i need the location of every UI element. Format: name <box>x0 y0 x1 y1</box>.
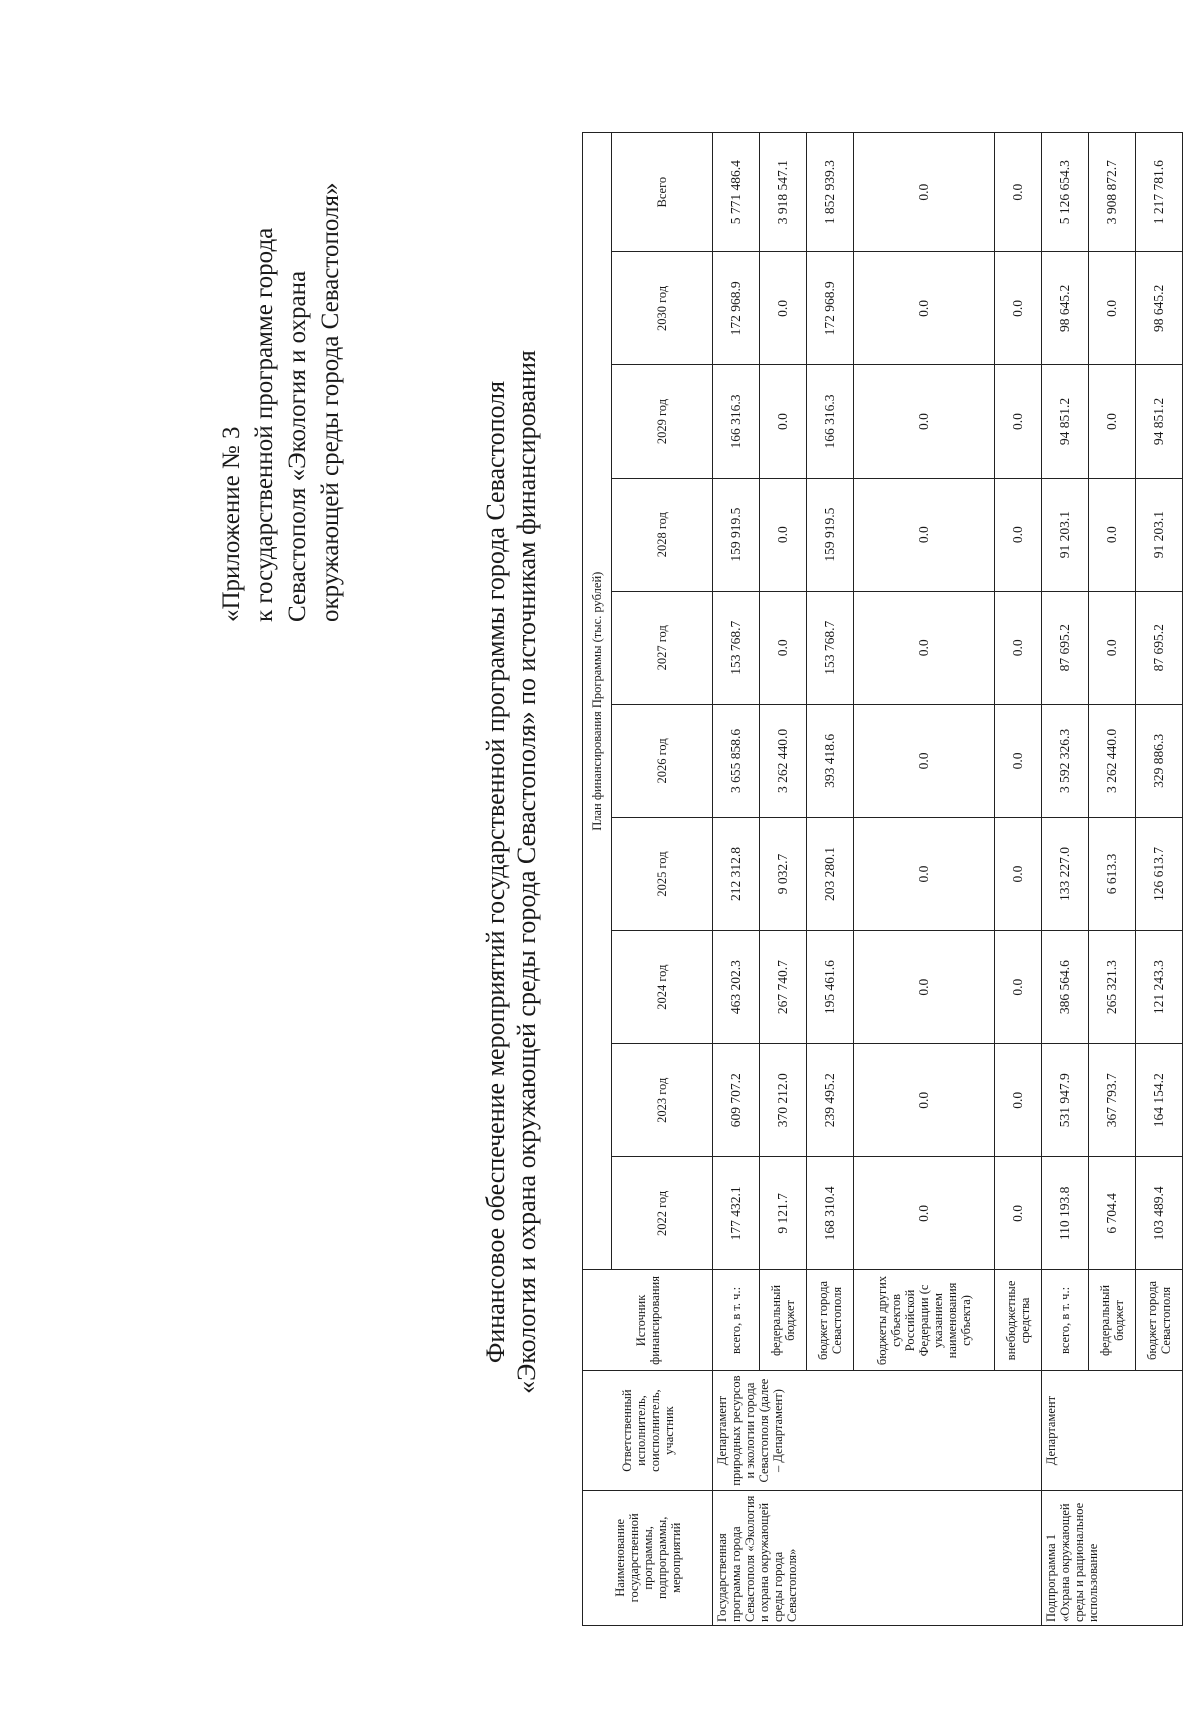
total-cell: 0.0 <box>854 133 995 252</box>
table-row <box>713 133 760 1626</box>
header-name: Наименование государственной программы, подпрограммы, мероприятий <box>583 1490 713 1625</box>
value-cell: 0.0 <box>995 591 1042 704</box>
header-source: Источник финансирования <box>583 1270 713 1371</box>
total-cell: 3 918 547.1 <box>760 133 807 252</box>
subprogram-name: Подпрограмма 1 «Охрана окружающей среды и рациональное использование <box>1042 1490 1183 1625</box>
value-cell: 172 968.9 <box>807 252 854 365</box>
value-cell: 9 032.7 <box>760 817 807 930</box>
value-cell: 0.0 <box>854 1044 995 1157</box>
appendix-note <box>215 183 347 622</box>
value-cell: 0.0 <box>995 931 1042 1044</box>
value-cell: 0.0 <box>995 1157 1042 1270</box>
value-cell: 164 154.2 <box>1136 1044 1183 1157</box>
value-cell: 3 592 326.3 <box>1042 704 1089 817</box>
value-cell: 0.0 <box>760 478 807 591</box>
source-cell: федеральный бюджет <box>760 1270 807 1371</box>
value-cell: 159 919.5 <box>807 478 854 591</box>
total-cell: 1 217 781.6 <box>1136 133 1183 252</box>
value-cell: 98 645.2 <box>1042 252 1089 365</box>
value-cell: 267 740.7 <box>760 931 807 1044</box>
total-cell: 0.0 <box>995 133 1042 252</box>
value-cell: 0.0 <box>854 252 995 365</box>
executor-cell: Департамент природных ресурсов и экологии города Севастополя (далее – Департамент) <box>713 1371 1042 1490</box>
value-cell: 172 968.9 <box>713 252 760 365</box>
value-cell: 0.0 <box>995 1044 1042 1157</box>
value-cell: 195 461.6 <box>807 931 854 1044</box>
value-cell: 9 121.7 <box>760 1157 807 1270</box>
value-cell: 0.0 <box>1089 591 1136 704</box>
value-cell: 0.0 <box>854 478 995 591</box>
value-cell: 168 310.4 <box>807 1157 854 1270</box>
value-cell: 3 262 440.0 <box>760 704 807 817</box>
value-cell: 177 432.1 <box>713 1157 760 1270</box>
value-cell: 87 695.2 <box>1042 591 1089 704</box>
header-year: 2025 год <box>612 817 713 930</box>
value-cell: 0.0 <box>1089 252 1136 365</box>
header-year: 2028 год <box>612 478 713 591</box>
total-cell: 1 852 939.3 <box>807 133 854 252</box>
value-cell: 159 919.5 <box>713 478 760 591</box>
value-cell: 153 768.7 <box>807 591 854 704</box>
total-cell: 3 908 872.7 <box>1089 133 1136 252</box>
value-cell: 153 768.7 <box>713 591 760 704</box>
executor-cell: Департамент <box>1042 1371 1183 1490</box>
value-cell: 0.0 <box>854 704 995 817</box>
header-year: 2027 год <box>612 591 713 704</box>
total-cell: 5 126 654.3 <box>1042 133 1089 252</box>
header-year: 2024 год <box>612 931 713 1044</box>
header-year: 2022 год <box>612 1157 713 1270</box>
header-row <box>583 133 612 1626</box>
source-cell: всего, в т. ч.: <box>1042 1270 1089 1371</box>
value-cell: 370 212.0 <box>760 1044 807 1157</box>
program-name: Государственная программа города Севастополя «Экология и охрана окружающей среды города Севастополя» <box>713 1490 1042 1625</box>
appendix-line: «Приложение № 3 <box>218 426 245 622</box>
value-cell: 0.0 <box>1089 365 1136 478</box>
value-cell: 203 280.1 <box>807 817 854 930</box>
value-cell: 239 495.2 <box>807 1044 854 1157</box>
value-cell: 0.0 <box>854 817 995 930</box>
value-cell: 0.0 <box>1089 478 1136 591</box>
table-row <box>1042 133 1089 1626</box>
header-year: 2023 год <box>612 1044 713 1157</box>
value-cell: 94 851.2 <box>1136 365 1183 478</box>
value-cell: 0.0 <box>995 817 1042 930</box>
header-executor: Ответственный исполнитель, соисполнитель, участник <box>583 1371 713 1490</box>
value-cell: 0.0 <box>854 591 995 704</box>
source-cell: всего, в т. ч.: <box>713 1270 760 1371</box>
source-cell: бюджеты других субъектов Российской Федерации (с указанием наименования субъекта) <box>854 1270 995 1371</box>
value-cell: 110 193.8 <box>1042 1157 1089 1270</box>
value-cell: 329 886.3 <box>1136 704 1183 817</box>
value-cell: 212 312.8 <box>713 817 760 930</box>
value-cell: 531 947.9 <box>1042 1044 1089 1157</box>
value-cell: 0.0 <box>854 931 995 1044</box>
header-plan: План финансирования Программы (тыс. рублей) <box>583 133 612 1270</box>
value-cell: 0.0 <box>995 365 1042 478</box>
value-cell: 6 613.3 <box>1089 817 1136 930</box>
value-cell: 91 203.1 <box>1042 478 1089 591</box>
value-cell: 3 655 858.6 <box>713 704 760 817</box>
value-cell: 0.0 <box>760 591 807 704</box>
title-line: Финансовое обеспечение мероприятий государственной программы города Севастополя <box>481 380 510 1364</box>
header-year: 2029 год <box>612 365 713 478</box>
value-cell: 0.0 <box>854 365 995 478</box>
value-cell: 0.0 <box>995 252 1042 365</box>
value-cell: 94 851.2 <box>1042 365 1089 478</box>
value-cell: 0.0 <box>995 478 1042 591</box>
header-year: 2026 год <box>612 704 713 817</box>
value-cell: 0.0 <box>854 1157 995 1270</box>
value-cell: 91 203.1 <box>1136 478 1183 591</box>
value-cell: 265 321.3 <box>1089 931 1136 1044</box>
appendix-line: окружающей среды города Севастополя» <box>317 182 344 622</box>
document-title <box>480 172 542 1572</box>
source-cell: внебюджетные средства <box>995 1270 1042 1371</box>
value-cell: 0.0 <box>995 704 1042 817</box>
value-cell: 463 202.3 <box>713 931 760 1044</box>
value-cell: 386 564.6 <box>1042 931 1089 1044</box>
value-cell: 3 262 440.0 <box>1089 704 1136 817</box>
appendix-line: к государственной программе города <box>251 227 278 622</box>
header-year: 2030 год <box>612 252 713 365</box>
value-cell: 98 645.2 <box>1136 252 1183 365</box>
value-cell: 0.0 <box>760 365 807 478</box>
source-cell: бюджет города Севастополя <box>1136 1270 1183 1371</box>
title-line: «Экология и охрана окружающей среды города Севастополя» по источникам финансирования <box>512 350 541 1394</box>
appendix-line: Севастополя «Экология и охрана <box>284 270 311 622</box>
header-total: Всего <box>612 133 713 252</box>
value-cell: 87 695.2 <box>1136 591 1183 704</box>
value-cell: 133 227.0 <box>1042 817 1089 930</box>
source-cell: федеральный бюджет <box>1089 1270 1136 1371</box>
value-cell: 367 793.7 <box>1089 1044 1136 1157</box>
value-cell: 166 316.3 <box>713 365 760 478</box>
value-cell: 166 316.3 <box>807 365 854 478</box>
value-cell: 609 707.2 <box>713 1044 760 1157</box>
value-cell: 0.0 <box>760 252 807 365</box>
value-cell: 393 418.6 <box>807 704 854 817</box>
total-cell: 5 771 486.4 <box>713 133 760 252</box>
value-cell: 6 704.4 <box>1089 1157 1136 1270</box>
value-cell: 103 489.4 <box>1136 1157 1183 1270</box>
source-cell: бюджет города Севастополя <box>807 1270 854 1371</box>
financing-table <box>582 132 1183 1626</box>
value-cell: 126 613.7 <box>1136 817 1183 930</box>
value-cell: 121 243.3 <box>1136 931 1183 1044</box>
